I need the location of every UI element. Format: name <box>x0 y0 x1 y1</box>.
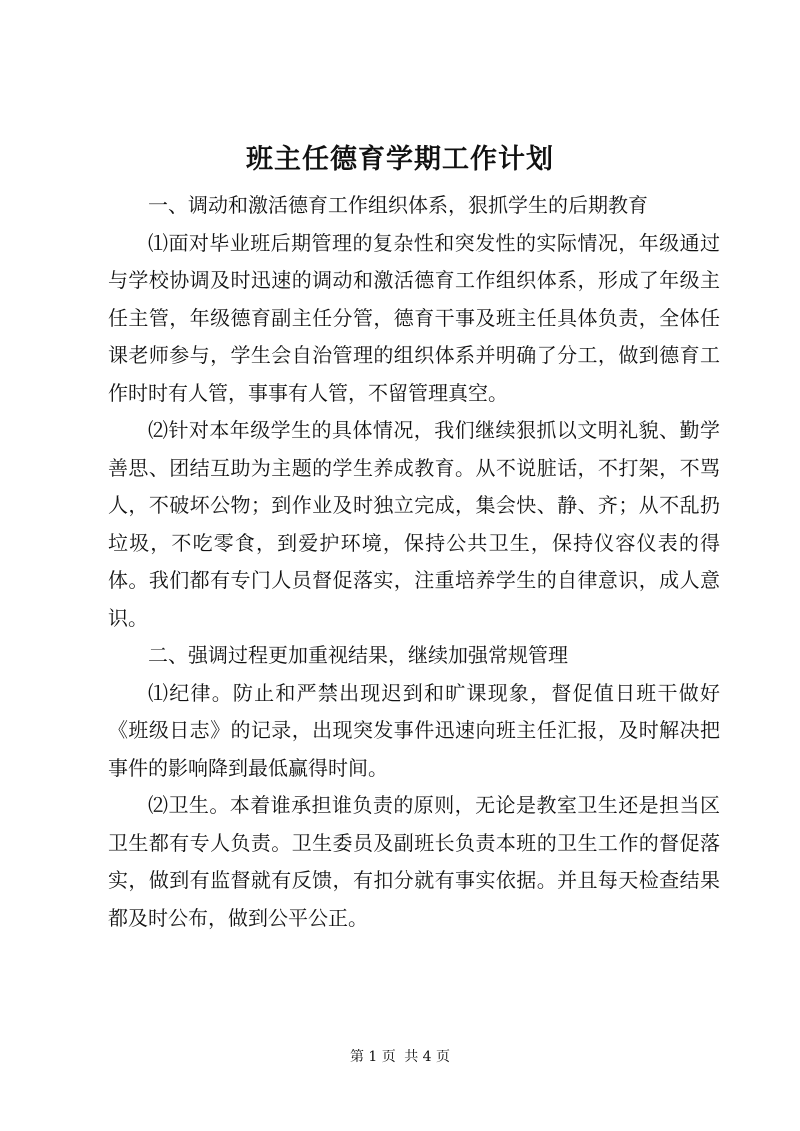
page-footer <box>0 1047 800 1067</box>
paragraph-1-1: ⑴面对毕业班后期管理的复杂性和突发性的实际情况，年级通过与学校协调及时迅速的调动和激活德育工作组织体系，形成了年级主任主管，年级德育副主任分管，德育干事及班主任具体负责，全体任课老师参与，学生会自治管理的组织体系并明确了分工，做到德育工作时时有人管，事事有人管，不留管理真空。 <box>108 230 720 405</box>
document-body <box>108 187 720 937</box>
paragraph-2-2: ⑵卫生。本着谁承担谁负责的原则，无论是教室卫生还是担当区卫生都有专人负责。卫生委员及副班长负责本班的卫生工作的督促落实，做到有监督就有反馈，有扣分就有事实依据。并且每天检查结果都及时公布，做到公平公正。 <box>108 793 720 930</box>
section-heading-2: 二、强调过程更加重视结果，继续加强常规管理 <box>148 643 568 667</box>
section-heading-1: 一、调动和激活德育工作组织体系，狠抓学生的后期教育 <box>148 193 648 217</box>
page-number: 第 1 页 <box>349 1049 396 1065</box>
page-total: 共 4 页 <box>404 1049 451 1065</box>
paragraph-1-2: ⑵针对本年级学生的具体情况，我们继续狠抓以文明礼貌、勤学善思、团结互助为主题的学生养成教育。从不说脏话，不打架，不骂人，不破坏公物；到作业及时独立完成，集会快、静、齐；从不乱扔垃圾，不吃零食，到爱护环境，保持公共卫生，保持仪容仪表的得体。我们都有专门人员督促落实，注重培养学生的自律意识，成人意识。 <box>108 418 720 630</box>
paragraph-2-1: ⑴纪律。防止和严禁出现迟到和旷课现象，督促值日班干做好《班级日志》的记录，出现突发事件迅速向班主任汇报，及时解决把事件的影响降到最低赢得时间。 <box>108 680 720 780</box>
document-title: 班主任德育学期工作计划 <box>246 144 554 175</box>
